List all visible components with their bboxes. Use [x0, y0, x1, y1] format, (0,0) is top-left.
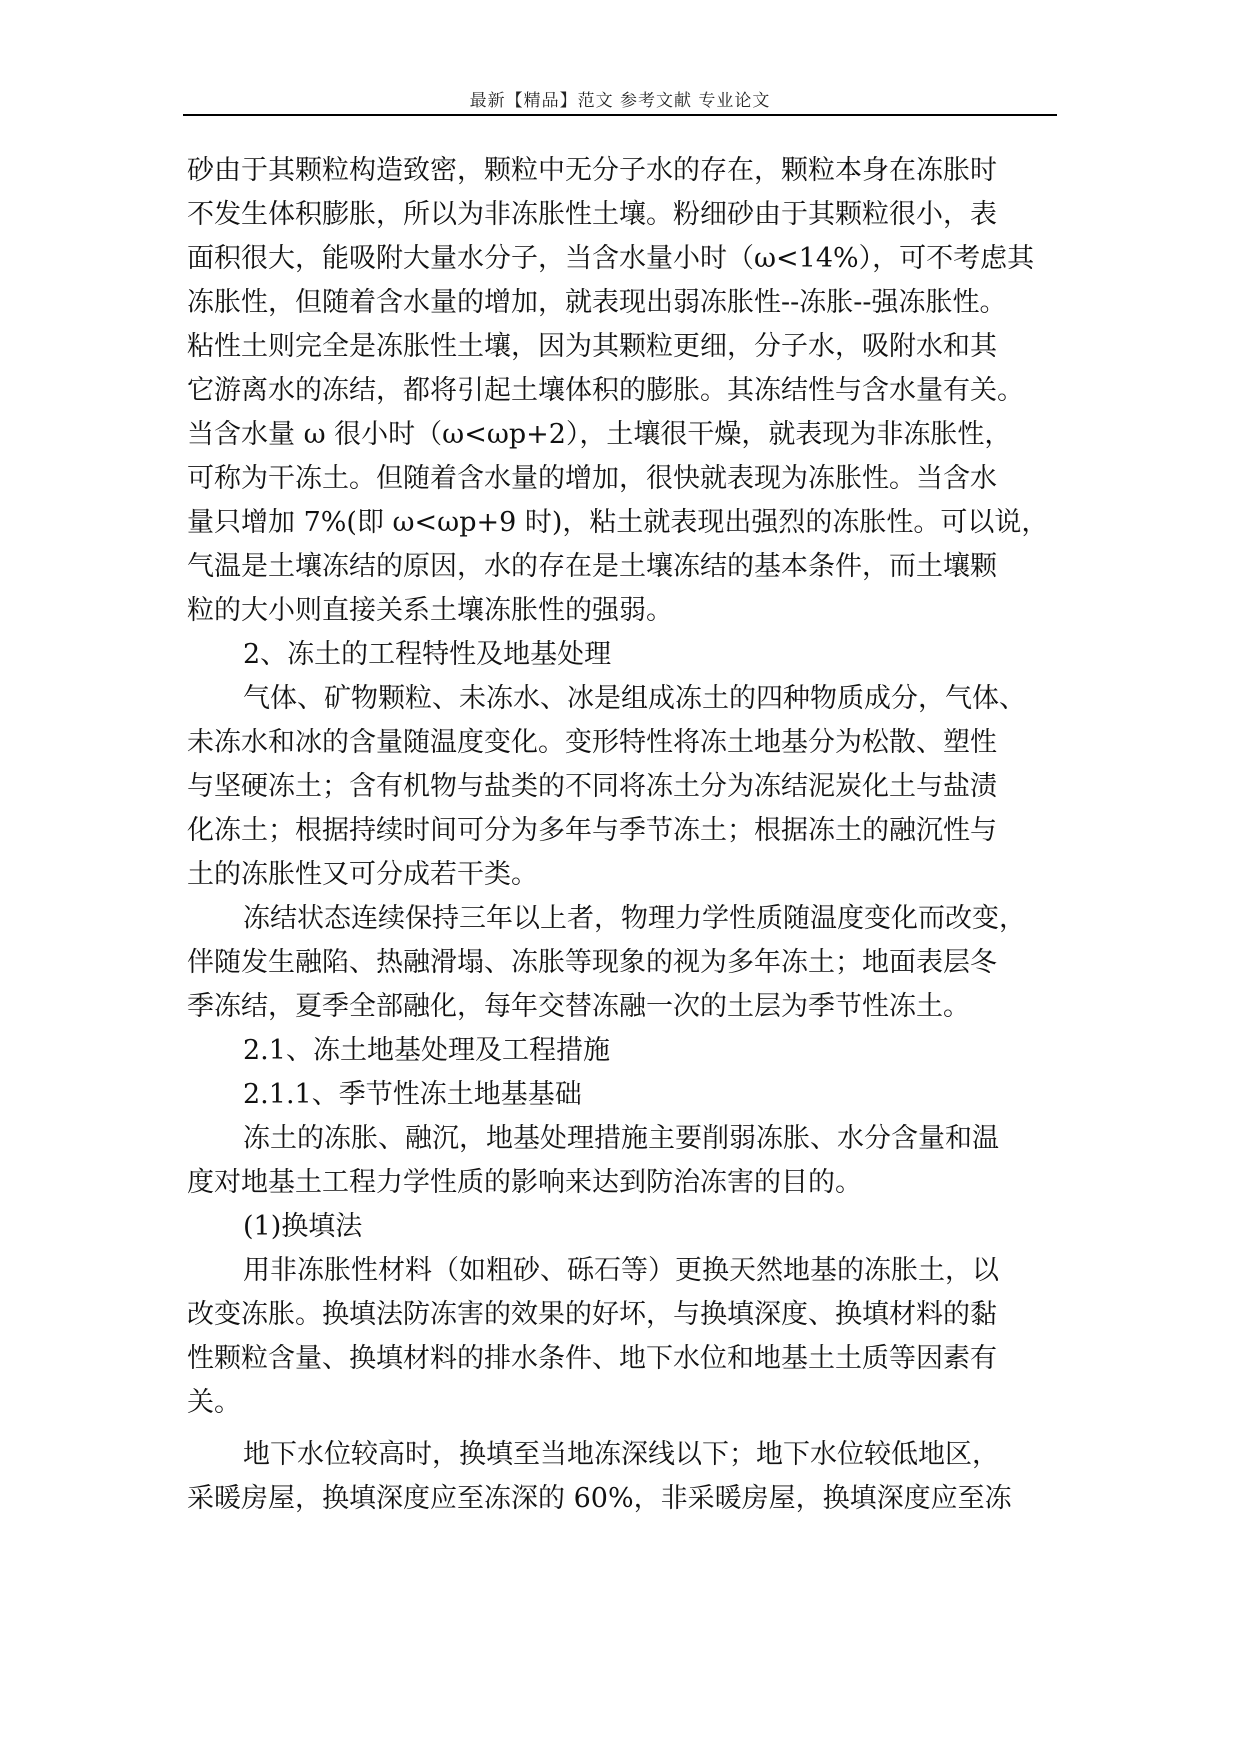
text-line: 用非冻胀性材料（如粗砂、砾石等）更换天然地基的冻胀土，以	[243, 1255, 999, 1286]
paragraph-gap	[187, 1425, 1057, 1433]
text-line: 当含水量 ω 很小时（ω<ωp+2），土壤很干燥，就表现为非冻胀性，	[187, 419, 1012, 450]
header-divider	[183, 114, 1057, 116]
text-line: (1)换填法	[243, 1211, 363, 1242]
text-line: 2.1.1、季节性冻土地基基础	[243, 1079, 582, 1110]
text-line: 面积很大，能吸附大量水分子，当含水量小时（ω<14%），可不考虑其	[187, 243, 1035, 274]
text-line: 地下水位较高时，换填至当地冻深线以下；地下水位较低地区，	[243, 1439, 999, 1470]
text-line: 与坚硬冻土；含有机物与盐类的不同将冻土分为冻结泥炭化土与盐渍	[187, 771, 997, 802]
text-line: 砂由于其颗粒构造致密，颗粒中无分子水的存在，颗粒本身在冻胀时	[187, 155, 997, 186]
text-line: 采暖房屋，换填深度应至冻深的 60%，非采暖房屋，换填深度应至冻	[187, 1483, 1012, 1514]
text-line: 度对地基土工程力学性质的影响来达到防治冻害的目的。	[187, 1167, 862, 1198]
text-line: 量只增加 7%(即 ω<ωp+9 时)，粘土就表现出强烈的冻胀性。可以说，	[187, 507, 1049, 538]
text-line: 关。	[187, 1387, 241, 1418]
text-line: 性颗粒含量、换填材料的排水条件、地下水位和地基土土质等因素有	[187, 1343, 997, 1374]
text-line: 土的冻胀性又可分成若干类。	[187, 859, 538, 890]
text-line: 冻结状态连续保持三年以上者，物理力学性质随温度变化而改变，	[243, 903, 1026, 934]
text-line: 不发生体积膨胀，所以为非冻胀性土壤。粉细砂由于其颗粒很小，表	[187, 199, 997, 230]
text-line: 化冻土；根据持续时间可分为多年与季节冻土；根据冻土的融沉性与	[187, 815, 997, 846]
text-line: 冻胀性，但随着含水量的增加，就表现出弱冻胀性--冻胀--强冻胀性。	[187, 287, 1007, 318]
text-line: 2.1、冻土地基处理及工程措施	[243, 1035, 610, 1066]
text-line: 改变冻胀。换填法防冻害的效果的好坏，与换填深度、换填材料的黏	[187, 1299, 997, 1330]
text-line: 未冻水和冰的含量随温度变化。变形特性将冻土地基分为松散、塑性	[187, 727, 997, 758]
page-header: 最新【精品】范文 参考文献 专业论文	[469, 91, 771, 111]
text-line: 季冻结，夏季全部融化，每年交替冻融一次的土层为季节性冻土。	[187, 991, 970, 1022]
text-line: 粒的大小则直接关系土壤冻胀性的强弱。	[187, 595, 673, 626]
text-line: 伴随发生融陷、热融滑塌、冻胀等现象的视为多年冻土；地面表层冬	[187, 947, 997, 978]
text-line: 粘性土则完全是冻胀性土壤，因为其颗粒更细，分子水，吸附水和其	[187, 331, 997, 362]
text-line: 2、冻土的工程特性及地基处理	[243, 639, 612, 670]
body-text	[187, 149, 1057, 1521]
text-line: 气体、矿物颗粒、未冻水、冰是组成冻土的四种物质成分，气体、	[243, 683, 1026, 714]
text-line: 可称为干冻土。但随着含水量的增加，很快就表现为冻胀性。当含水	[187, 463, 997, 494]
text-line: 它游离水的冻结，都将引起土壤体积的膨胀。其冻结性与含水量有关。	[187, 375, 1024, 406]
text-line: 气温是土壤冻结的原因，水的存在是土壤冻结的基本条件，而土壤颗	[187, 551, 997, 582]
text-line: 冻土的冻胀、融沉，地基处理措施主要削弱冻胀、水分含量和温	[243, 1123, 999, 1154]
